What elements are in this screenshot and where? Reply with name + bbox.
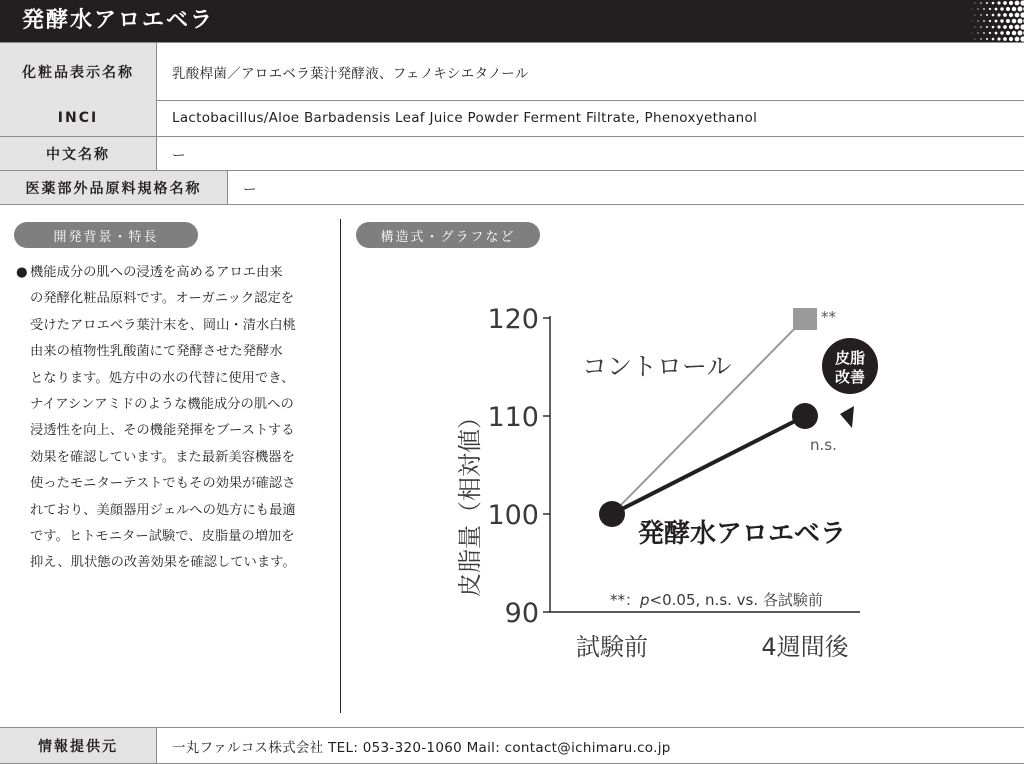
halftone-dot [972,21,973,22]
description-line: 浸透性を向上、その機能発揮をブーストする [30,423,295,439]
halftone-dot [1020,24,1024,29]
halftone-dot [989,32,991,34]
halftone-dot [997,25,1000,28]
halftone-dot [975,27,976,28]
section-title-chart: 構造式・グラフなど [356,222,540,248]
description-line: の発酵化粧品原料です。オーガニック認定を [30,291,295,307]
halftone-dot [992,26,995,29]
halftone-dot [1003,25,1007,29]
halftone-dot [1006,19,1010,23]
halftone-dot [1009,13,1013,17]
row-label: 情報提供元 [0,728,157,763]
halftone-dot [1012,7,1016,11]
halftone-dot [1020,36,1024,41]
halftone-dot [1003,1,1007,5]
halftone-dot [989,8,991,10]
halftone-dot [1015,37,1020,42]
section-title-background: 開発背景・特長 [14,222,198,248]
row-label: INCI [0,100,157,136]
halftone-dot [983,8,985,10]
row-value: 一丸ファルコス株式会社 TEL: 053-320-1060 Mail: contact@ichimaru.co.jp [172,739,671,756]
footnote-p: p [640,591,650,609]
section-divider [340,219,341,713]
halftone-dot [1009,1,1013,5]
description-text [16,260,338,577]
halftone-dot [1017,18,1022,23]
halftone-dot [1020,0,1024,5]
halftone-dot [1000,31,1003,34]
series-line [612,318,805,514]
description-line: 抑え、肌状態の改善効果を確認しています。 [30,555,296,571]
y-axis-label: 皮脂量（相対値） [456,405,484,597]
halftone-dot [997,37,1000,40]
y-tick-label: 90 [504,598,539,629]
bullet-icon: ● [16,265,28,280]
description-line: 機能成分の肌への浸透を高めるアロエ由来 [30,265,283,280]
halftone-dot [1017,6,1022,11]
description-line: 由来の植物性乳酸菌にて発酵させた発酵水 [30,344,283,360]
halftone-dot [975,3,976,4]
row-provider [0,727,1024,764]
halftone-dot [972,33,973,34]
series-label-test: 発酵水アロエベラ [638,519,847,549]
description-line: れており、美顔器用ジェルへの処方にも最適 [30,502,296,518]
halftone-dot [1017,30,1022,35]
series-label-control: コントロール [582,352,732,381]
halftone-dot [997,1,1000,4]
halftone-dot [1006,31,1010,35]
footnote [610,591,823,609]
badge-text: 皮脂 [834,349,866,367]
y-tick-label: 120 [487,304,539,335]
halftone-dot [980,26,982,28]
x-tick-label: 4週間後 [761,633,849,661]
halftone-dot [992,14,995,17]
description-line: ナイアシンアミドのような機能成分の肌への [30,397,294,413]
halftone-dot [975,39,976,40]
halftone-dot [1006,7,1010,11]
footnote-prefix: **： [610,591,641,609]
halftone-dot [980,38,982,40]
halftone-dot [1000,7,1003,10]
halftone-dot [1003,13,1007,17]
row-label: 中文名称 [0,137,157,170]
halftone-dot [986,38,988,40]
halftone-dot [986,26,988,28]
row-value: 乳酸桿菌／アロエベラ葉汁発酵液、フェノキシエタノール [172,65,529,82]
halftone-dot [980,2,982,4]
halftone-dot [995,20,998,23]
halftone-dot [992,2,995,5]
x-tick-label: 試験前 [576,633,648,661]
halftone-dot [1015,25,1020,30]
description-line: 使ったモニターテストでもその効果が確認さ [30,476,296,492]
row-label: 医薬部外品原料規格名称 [0,171,228,204]
halftone-dot [1015,13,1020,18]
description-line: 効果を確認しています。また最新美容機器を [30,449,295,465]
badge-text: 改善 [834,368,866,386]
halftone-dot [1009,37,1013,41]
data-point-baseline [599,501,625,527]
description-line: となります。処方中の水の代替に使用でき、 [30,370,295,386]
row-quasi-drug-name [0,171,1024,205]
halftone-dot [983,20,985,22]
row-cosmetic-name [0,42,1024,101]
badge-pointer [840,406,854,428]
halftone-dot [983,32,985,34]
halftone-dot [1000,19,1003,22]
halftone-dot [977,32,978,33]
halftone-dot [1012,31,1016,35]
halftone-dot [1020,12,1024,17]
halftone-dot [1015,1,1020,6]
halftone-dot [1009,25,1013,29]
data-point-control-after [793,308,817,330]
halftone-dot [989,20,991,22]
halftone-dot [986,2,988,4]
halftone-dot [977,20,978,21]
halftone-dot [997,13,1000,16]
halftone-dot [972,9,973,10]
data-point-test-after [792,403,818,429]
halftone-pattern [960,0,1024,42]
halftone-dot [1012,19,1016,23]
row-value: ー [243,181,257,198]
description-line: です。ヒトモニター試験で、皮脂量の増加を [30,529,295,545]
halftone-dot [1003,37,1007,41]
row-value: Lactobacillus/Aloe Barbadensis Leaf Juice Powder Ferment Filtrate, Phenoxyethanol [172,110,758,126]
row-label: 化粧品表示名称 [0,43,157,100]
y-tick-label: 110 [487,402,539,433]
row-value: ー [172,147,186,164]
halftone-dot [986,14,988,16]
halftone-dot [995,8,998,11]
page-title: 発酵水アロエベラ [22,8,215,33]
row-inci [0,100,1024,137]
halftone-dot [975,15,976,16]
description-line: 受けたアロエベラ葉汁末を、岡山・清水白桃 [30,317,296,333]
series-line [612,416,805,514]
halftone-dot [980,14,982,16]
footnote-text: <0.05, n.s. vs. 各試験前 [649,591,823,609]
y-tick-label: 100 [487,500,539,531]
halftone-dot [995,32,998,35]
row-chinese-name [0,137,1024,171]
sebum-chart [420,290,880,670]
header-bar [0,0,1024,42]
significance-label: n.s. [810,436,837,454]
significance-label: ** [821,308,836,326]
halftone-dot [992,38,995,41]
halftone-dot [977,8,978,9]
